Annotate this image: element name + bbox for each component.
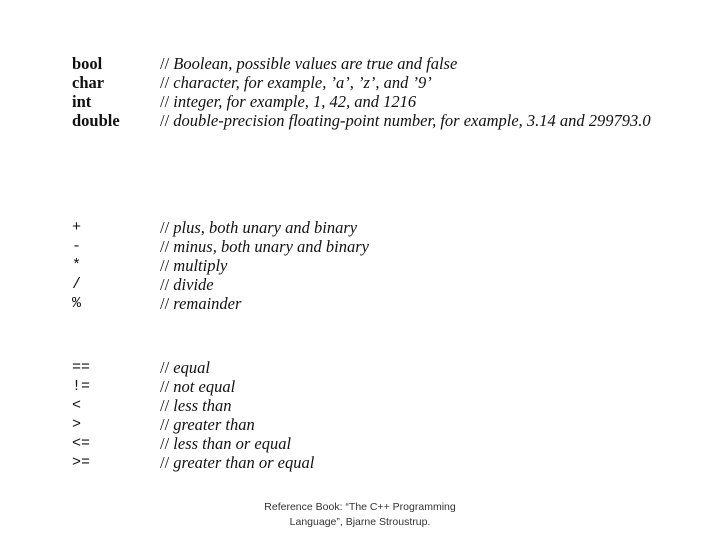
operator-row — [0, 434, 720, 453]
operator-symbol: >= — [72, 454, 91, 471]
operator-row — [0, 396, 720, 415]
footer-line-1: Reference Book: “The C++ Programming — [264, 501, 456, 513]
operator-symbol: < — [72, 397, 82, 414]
operator-row — [0, 237, 720, 256]
type-keyword: double — [72, 111, 120, 130]
code-comment: // greater than — [160, 415, 255, 434]
operator-row — [0, 415, 720, 434]
operator-row — [0, 256, 720, 275]
operator-symbol: * — [72, 257, 82, 274]
code-comment: // plus, both unary and binary — [160, 218, 358, 237]
operator-row — [0, 358, 720, 377]
code-comment: // multiply — [160, 256, 228, 275]
code-comment: // minus, both unary and binary — [160, 237, 370, 256]
operator-symbol: % — [72, 295, 82, 312]
operator-row — [0, 377, 720, 396]
code-comment: // equal — [160, 358, 210, 377]
code-comment: // remainder — [160, 294, 242, 313]
operator-symbol: / — [72, 276, 82, 293]
code-comment: // integer, for example, 1, 42, and 1216 — [160, 92, 417, 111]
operator-symbol: + — [72, 219, 82, 236]
type-keyword: int — [72, 92, 92, 111]
type-row — [0, 92, 720, 111]
operator-symbol: == — [72, 359, 91, 376]
operator-row — [0, 453, 720, 472]
reference-footer — [240, 500, 480, 530]
operator-row — [0, 275, 720, 294]
type-row — [0, 111, 720, 130]
type-row — [0, 73, 720, 92]
operator-symbol: - — [72, 238, 82, 255]
type-keyword: char — [72, 73, 105, 92]
code-comment: // less than or equal — [160, 434, 292, 453]
code-comment: // greater than or equal — [160, 453, 315, 472]
operator-symbol: != — [72, 378, 91, 395]
footer-line-2: Language”, Bjarne Stroustrup. — [289, 516, 431, 528]
operator-symbol: > — [72, 416, 82, 433]
operator-row — [0, 218, 720, 237]
operator-symbol: <= — [72, 435, 91, 452]
operator-row — [0, 294, 720, 313]
code-comment: // less than — [160, 396, 232, 415]
code-comment: // divide — [160, 275, 214, 294]
code-comment: // Boolean, possible values are true and false — [160, 54, 458, 73]
code-comment: // double-precision floating-point number, for example, 3.14 and 299793.0 — [160, 111, 651, 130]
code-comment: // not equal — [160, 377, 236, 396]
type-keyword: bool — [72, 54, 103, 73]
type-row — [0, 54, 720, 73]
code-comment: // character, for example, ’a’, ’z’, and ’9’ — [160, 73, 432, 92]
